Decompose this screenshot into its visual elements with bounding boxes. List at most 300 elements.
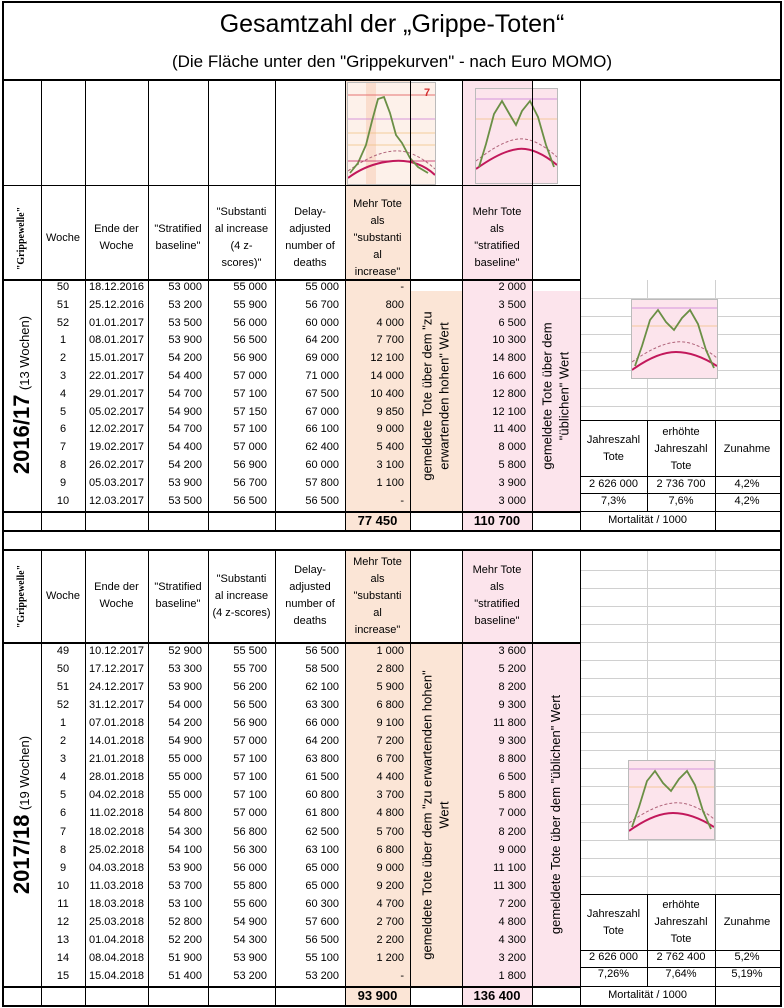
- table-cell-stratified: 54 700: [168, 387, 202, 400]
- table-cell-ende: 07.01.2018: [88, 717, 145, 730]
- border-line: [580, 80, 581, 530]
- table-cell-substantial: 55 500: [233, 645, 267, 657]
- chart-peak-label: 7: [424, 87, 431, 99]
- grippewelle-label: "Grippewelle": [16, 564, 28, 628]
- border-line: [2, 511, 580, 513]
- table-cell-delay: 57 800: [305, 476, 339, 489]
- table-cell-substantial: 57 000: [233, 807, 267, 820]
- table-cell-ende: 31.12.2017: [88, 699, 145, 712]
- table-cell-stratified: 54 000: [168, 699, 202, 712]
- table-cell-delay: 64 200: [305, 334, 339, 347]
- stats1-p1: 7,3%: [600, 495, 627, 507]
- stats2-p2: 7,64%: [665, 968, 697, 980]
- total-strat-1: 110 700: [473, 513, 521, 528]
- table-cell-ende: 01.04.2018: [88, 933, 145, 946]
- table-cell-substantial: 56 200: [233, 681, 267, 694]
- table-cell-stratified: 51 400: [168, 969, 202, 982]
- table-cell-woche: 15: [56, 969, 70, 982]
- chart-thumbnail-stratified: [475, 88, 558, 184]
- table-cell-ende: 08.04.2018: [88, 951, 145, 964]
- border-line: [2, 1, 782, 3]
- border-line: [580, 950, 780, 951]
- table-cell-stratified: 53 100: [168, 897, 202, 910]
- table-cell-woche: 49: [56, 645, 70, 657]
- stats2-v1: 2 626 000: [589, 951, 638, 963]
- table-cell-ende: 17.12.2017: [88, 663, 145, 676]
- table-cell-delay: 60 800: [305, 789, 339, 802]
- table-cell-stratified: 55 000: [168, 753, 202, 766]
- border-line: [2, 1005, 782, 1007]
- table-cell-substantial: 55 700: [233, 663, 267, 676]
- table-cell-stratified: 53 200: [168, 298, 202, 311]
- stats1-p2: 7,6%: [668, 495, 694, 507]
- table-cell-substantial: 57 100: [233, 789, 267, 802]
- stats1-v1: 2 626 000: [589, 478, 638, 490]
- stats1-p3: 4,2%: [734, 495, 760, 507]
- table-cell-mehr-sub: 7 700: [376, 334, 404, 347]
- table-cell-substantial: 55 600: [233, 897, 267, 910]
- border-line: [647, 894, 648, 986]
- border-line: [780, 1, 782, 1007]
- table-cell-stratified: 54 800: [168, 807, 202, 820]
- stats2-v2: 2 762 400: [656, 951, 706, 963]
- table-cell-woche: 4: [59, 771, 67, 784]
- table-cell-delay: 62 100: [305, 681, 339, 694]
- table-cell-mehr-sub: 4 700: [376, 897, 404, 910]
- table-cell-woche: 7: [59, 825, 67, 838]
- table-cell-stratified: 53 500: [168, 316, 202, 329]
- vtext-line: Wert: [437, 800, 452, 829]
- table-cell-woche: 8: [59, 459, 67, 471]
- border-line: [462, 549, 463, 1006]
- border-line: [2, 642, 580, 644]
- table-cell-mehr-strat: 2 000: [498, 281, 526, 293]
- border-line: [580, 420, 780, 421]
- table-cell-ende: 14.01.2018: [88, 735, 145, 748]
- table-cell-substantial: 54 300: [233, 933, 267, 946]
- header-substantial-1: "Substanti al increase (4 z-scores)": [214, 206, 269, 269]
- grid-line: [580, 588, 780, 589]
- header-mehr-sub-2: Mehr Tote als "substanti al increase": [353, 555, 402, 636]
- border-line: [532, 549, 533, 1006]
- table-cell-substantial: 56 900: [233, 352, 267, 365]
- table-cell-stratified: 54 300: [168, 825, 202, 838]
- table-cell-mehr-strat: 9 300: [498, 735, 526, 748]
- border-line: [345, 549, 346, 1006]
- header-woche-2: Woche: [45, 589, 81, 602]
- vtext-line: gemeldete Tote über dem "zu: [420, 310, 435, 481]
- table-cell-mehr-strat: 7 200: [498, 897, 526, 910]
- table-cell-mehr-sub: 3 100: [376, 459, 404, 471]
- table-cell-delay: 56 700: [305, 298, 339, 311]
- table-cell-mehr-strat: 3 500: [498, 298, 526, 311]
- table-cell-substantial: 57 100: [233, 771, 267, 784]
- table-cell-substantial: 57 100: [233, 387, 267, 400]
- table-cell-mehr-sub: 9 100: [376, 717, 404, 730]
- stats1-v3: 4,2%: [734, 478, 760, 490]
- table-cell-mehr-sub: 4 000: [376, 316, 404, 329]
- table-cell-stratified: 54 200: [168, 352, 202, 365]
- table-cell-ende: 12.02.2017: [88, 423, 145, 436]
- table-cell-mehr-sub: 12 100: [370, 352, 404, 365]
- table-cell-woche: 6: [59, 423, 67, 436]
- table-cell-stratified: 53 900: [168, 334, 202, 347]
- table-cell-delay: 58 500: [305, 663, 339, 676]
- table-cell-stratified: 54 900: [168, 735, 202, 748]
- table-cell-ende: 18.02.2018: [88, 825, 145, 838]
- table-cell-mehr-strat: 12 100: [492, 405, 526, 418]
- border-line: [41, 549, 42, 1006]
- table-cell-mehr-strat: 10 300: [492, 334, 526, 347]
- table-cell-mehr-strat: 11 300: [493, 879, 526, 892]
- table-cell-delay: 56 500: [305, 933, 339, 946]
- table-cell-substantial: 56 000: [233, 316, 267, 329]
- table-cell-delay: 53 200: [305, 969, 339, 982]
- table-cell-mehr-strat: 5 800: [498, 459, 526, 471]
- table-cell-delay: 62 500: [305, 825, 339, 838]
- table-cell-mehr-strat: 12 800: [492, 387, 526, 400]
- table-cell-ende: 15.04.2018: [88, 969, 145, 982]
- table-cell-ende: 29.01.2017: [88, 387, 145, 400]
- vtext-line: gemeldete Tote über dem: [540, 321, 556, 470]
- table-cell-delay: 69 000: [305, 352, 339, 365]
- table-cell-delay: 66 100: [305, 423, 339, 436]
- grid-line: [580, 606, 780, 607]
- border-line: [580, 493, 780, 494]
- table-cell-ende: 10.12.2017: [88, 645, 145, 657]
- table-cell-mehr-strat: 8 200: [498, 825, 526, 838]
- table-cell-ende: 05.02.2017: [88, 405, 145, 418]
- table-cell-mehr-sub: 2 700: [376, 915, 404, 928]
- table-cell-mehr-strat: 7 000: [498, 807, 526, 820]
- table-cell-mehr-strat: 3 900: [498, 476, 526, 489]
- grid-line: [580, 642, 780, 643]
- table-cell-stratified: 54 900: [168, 405, 202, 418]
- table-cell-mehr-sub: 2 200: [376, 933, 404, 946]
- table-cell-woche: 1: [59, 334, 67, 347]
- vtext-strat-2: [532, 643, 580, 986]
- season-label-text: 2016/17 (13 Wochen): [9, 315, 35, 475]
- stats2-header-jahreszahl: Jahreszahl Tote: [586, 907, 641, 937]
- table-cell-substantial: 57 000: [233, 370, 267, 382]
- border-line: [208, 549, 209, 1006]
- border-line: [275, 80, 276, 530]
- table-cell-substantial: 56 000: [233, 861, 267, 874]
- table-cell-substantial: 54 900: [233, 915, 267, 928]
- grid-line: [580, 678, 780, 679]
- grid-line: [647, 550, 648, 895]
- header-stratified-1: "Stratified baseline": [154, 223, 202, 252]
- border-line: [2, 79, 782, 81]
- table-cell-delay: 61 500: [305, 771, 339, 784]
- border-line: [2, 1, 4, 1007]
- table-cell-delay: 60 000: [305, 459, 339, 471]
- table-cell-woche: 52: [56, 316, 70, 329]
- table-cell-woche: 50: [56, 281, 70, 293]
- table-cell-delay: 63 800: [305, 753, 339, 766]
- table-cell-mehr-sub: 2 800: [376, 663, 404, 676]
- table-cell-mehr-sub: 7 200: [376, 735, 404, 748]
- table-cell-woche: 2: [59, 352, 67, 365]
- table-cell-ende: 26.02.2017: [88, 459, 145, 471]
- table-cell-mehr-sub: 1 100: [376, 476, 404, 489]
- table-cell-mehr-sub: 1 000: [376, 645, 404, 657]
- border-line: [647, 420, 648, 511]
- table-cell-woche: 1: [59, 717, 67, 730]
- table-cell-mehr-strat: 1 800: [498, 969, 526, 982]
- table-cell-ende: 25.03.2018: [88, 915, 145, 928]
- stats1-header-erhoeht: erhöhte Jahreszahl Tote: [654, 425, 708, 472]
- border-line: [410, 549, 411, 1006]
- table-cell-ende: 25.12.2016: [88, 298, 145, 311]
- border-line: [85, 80, 86, 530]
- border-line: [580, 511, 780, 512]
- table-cell-substantial: 55 800: [233, 879, 267, 892]
- table-cell-substantial: 57 100: [233, 753, 267, 766]
- table-cell-substantial: 55 000: [233, 281, 267, 293]
- table-cell-woche: 51: [56, 681, 70, 694]
- table-cell-stratified: 54 100: [168, 843, 202, 856]
- border-line: [410, 80, 411, 530]
- border-line: [148, 549, 149, 1006]
- grid-line: [580, 858, 780, 859]
- table-cell-ende: 25.02.2018: [88, 843, 145, 856]
- table-cell-mehr-strat: 4 300: [498, 933, 526, 946]
- table-cell-stratified: 54 400: [168, 370, 202, 382]
- table-cell-woche: 51: [56, 298, 70, 311]
- table-cell-mehr-sub: -: [400, 494, 404, 507]
- table-cell-delay: 56 500: [305, 494, 339, 507]
- header-mehr-strat-2: Mehr Tote als "stratified baseline": [472, 564, 522, 627]
- table-cell-mehr-strat: 11 100: [493, 861, 526, 874]
- table-cell-substantial: 56 800: [233, 825, 267, 838]
- table-cell-substantial: 57 100: [233, 423, 267, 436]
- table-cell-mehr-sub: 6 700: [376, 753, 404, 766]
- border-line: [208, 80, 209, 530]
- table-cell-stratified: 54 200: [168, 459, 202, 471]
- table-cell-mehr-strat: 4 800: [498, 915, 526, 928]
- table-cell-woche: 52: [56, 699, 70, 712]
- border-line: [715, 420, 716, 530]
- table-cell-stratified: 53 700: [168, 879, 202, 892]
- table-cell-substantial: 56 500: [233, 699, 267, 712]
- table-cell-stratified: 52 900: [168, 645, 202, 657]
- table-cell-delay: 71 000: [305, 370, 339, 382]
- grid-line: [580, 624, 780, 625]
- table-cell-woche: 6: [59, 807, 67, 820]
- table-cell-mehr-strat: 6 500: [498, 771, 526, 784]
- table-cell-delay: 67 000: [305, 405, 339, 418]
- table-cell-mehr-sub: 5 700: [376, 825, 404, 838]
- border-line: [580, 894, 780, 895]
- table-cell-mehr-strat: 16 600: [492, 370, 526, 382]
- vtext-line: erwartenden hohen" Wert: [437, 321, 452, 470]
- border-line: [580, 986, 780, 987]
- table-cell-woche: 3: [59, 753, 67, 766]
- table-cell-ende: 21.01.2018: [88, 753, 145, 766]
- table-cell-woche: 2: [59, 735, 67, 748]
- table-cell-substantial: 56 900: [233, 717, 267, 730]
- grippewelle-header-2: [3, 550, 41, 642]
- table-cell-substantial: 57 000: [233, 441, 267, 454]
- table-cell-stratified: 52 800: [168, 915, 202, 928]
- table-cell-stratified: 55 000: [168, 771, 202, 784]
- table-cell-mehr-sub: 14 000: [370, 370, 404, 382]
- table-cell-mehr-sub: 9 000: [376, 423, 404, 436]
- border-line: [2, 279, 580, 281]
- table-cell-stratified: 53 900: [168, 681, 202, 694]
- table-cell-ende: 28.01.2018: [88, 771, 145, 784]
- border-line: [2, 549, 782, 551]
- header-mehr-strat-1: Mehr Tote als "stratified baseline": [472, 206, 522, 269]
- border-line: [41, 80, 42, 530]
- grid-line: [580, 714, 780, 715]
- table-cell-substantial: 53 200: [233, 969, 267, 982]
- table-cell-mehr-strat: 11 400: [493, 423, 526, 436]
- table-cell-stratified: 53 900: [168, 861, 202, 874]
- table-cell-ende: 04.02.2018: [88, 789, 145, 802]
- table-cell-mehr-sub: 5 400: [376, 441, 404, 454]
- table-cell-substantial: 57 150: [233, 405, 267, 418]
- table-cell-mehr-sub: 3 700: [376, 789, 404, 802]
- stats2-mortality: Mortalität / 1000: [608, 989, 687, 1001]
- table-cell-mehr-sub: -: [400, 281, 404, 293]
- table-cell-delay: 55 000: [305, 281, 339, 293]
- total-strat-2: 136 400: [473, 988, 521, 1003]
- table-cell-delay: 57 600: [305, 915, 339, 928]
- table-cell-mehr-sub: 10 400: [370, 387, 404, 400]
- stats1-mortality: Mortalität / 1000: [608, 514, 687, 526]
- grid-line: [580, 696, 780, 697]
- stats2-p1: 7,26%: [597, 968, 630, 980]
- total-sub-2: 93 900: [357, 988, 398, 1003]
- border-line: [715, 894, 716, 1006]
- table-cell-delay: 62 400: [305, 441, 339, 454]
- table-cell-mehr-sub: 9 850: [376, 405, 404, 418]
- table-cell-mehr-sub: 9 000: [376, 861, 404, 874]
- header-woche-1: Woche: [45, 231, 81, 244]
- table-cell-stratified: 52 200: [168, 933, 202, 946]
- vtext-line: "üblichen" Wert: [557, 351, 573, 440]
- table-cell-substantial: 55 900: [233, 298, 267, 311]
- border-line: [580, 967, 780, 968]
- table-cell-stratified: 53 000: [168, 281, 202, 293]
- table-cell-ende: 04.03.2018: [88, 861, 145, 874]
- table-cell-mehr-sub: 800: [385, 298, 404, 311]
- table-cell-woche: 5: [59, 789, 67, 802]
- table-cell-delay: 60 000: [305, 316, 339, 329]
- table-cell-delay: 65 000: [305, 861, 339, 874]
- table-cell-mehr-strat: 14 800: [492, 352, 526, 365]
- season-label-1: [3, 279, 41, 511]
- table-cell-woche: 10: [56, 879, 70, 892]
- border-line: [2, 185, 580, 186]
- table-cell-ende: 11.03.2018: [89, 879, 144, 892]
- table-cell-mehr-strat: 8 200: [498, 681, 526, 694]
- border-line: [532, 80, 533, 530]
- table-cell-mehr-strat: 11 800: [493, 717, 526, 730]
- table-cell-stratified: 51 900: [168, 951, 202, 964]
- table-cell-stratified: 54 700: [168, 423, 202, 436]
- table-cell-delay: 63 100: [305, 843, 339, 856]
- vtext-strat-1: [532, 280, 580, 511]
- table-cell-ende: 01.01.2017: [88, 316, 145, 329]
- border-line: [2, 986, 580, 988]
- page-title: Gesamtzahl der „Grippe-Toten“: [219, 10, 565, 38]
- table-cell-ende: 18.03.2018: [88, 897, 145, 910]
- table-cell-ende: 22.01.2017: [88, 370, 145, 382]
- table-cell-mehr-sub: 4 400: [376, 771, 404, 784]
- chart-thumbnail-substantial: [347, 82, 436, 185]
- stats1-header-jahreszahl: Jahreszahl Tote: [586, 434, 641, 463]
- table-cell-substantial: 56 300: [233, 843, 267, 856]
- table-cell-ende: 11.02.2018: [89, 807, 144, 820]
- season-label-text: 2017/18 (19 Wochen): [9, 735, 35, 894]
- table-cell-woche: 11: [57, 897, 69, 910]
- page-subtitle: (Die Fläche unter den "Grippekurven" - nach Euro MOMO): [171, 52, 613, 71]
- border-line: [85, 549, 86, 1006]
- table-cell-delay: 55 100: [305, 951, 339, 964]
- total-sub-1: 77 450: [357, 513, 398, 528]
- table-cell-woche: 7: [59, 441, 67, 454]
- stats2-p3: 5,19%: [731, 968, 763, 980]
- border-line: [2, 530, 782, 532]
- table-cell-mehr-strat: 3 000: [498, 494, 526, 507]
- table-cell-delay: 66 000: [305, 717, 339, 730]
- grid-line: [580, 750, 780, 751]
- table-cell-delay: 56 500: [305, 645, 339, 657]
- table-cell-mehr-sub: 1 200: [376, 951, 404, 964]
- table-cell-mehr-strat: 6 500: [498, 316, 526, 329]
- table-cell-mehr-strat: 9 300: [498, 699, 526, 712]
- table-cell-delay: 61 800: [305, 807, 339, 820]
- vtext-sub-1: [410, 280, 462, 511]
- grid-line: [580, 406, 780, 407]
- table-cell-stratified: 55 000: [168, 789, 202, 802]
- stats1-v2: 2 736 700: [656, 478, 706, 490]
- border-line: [580, 476, 780, 477]
- grippewelle-label: "Grippewelle": [16, 206, 28, 270]
- table-cell-ende: 15.01.2017: [88, 352, 145, 365]
- chart-thumbnail-season1: [631, 299, 718, 379]
- table-cell-woche: 50: [56, 663, 70, 676]
- header-delay-2: Delay-adjusted number of deaths: [285, 564, 335, 627]
- border-line: [275, 549, 276, 1006]
- table-cell-substantial: 56 900: [233, 459, 267, 471]
- vtext-line: gemeldete Tote über dem "zu erwartenden hohen": [420, 669, 435, 960]
- table-cell-woche: 8: [59, 843, 67, 856]
- header-mehr-sub-1: Mehr Tote als "substanti al increase": [353, 197, 402, 278]
- table-cell-mehr-sub: 9 200: [376, 879, 404, 892]
- table-cell-delay: 64 200: [305, 735, 339, 748]
- border-line: [462, 80, 463, 530]
- header-substantial-2: "Substanti al increase (4 z-scores): [212, 572, 271, 619]
- table-cell-substantial: 56 500: [233, 334, 267, 347]
- table-cell-stratified: 53 900: [168, 476, 202, 489]
- table-cell-woche: 10: [56, 494, 70, 507]
- table-cell-substantial: 57 000: [233, 735, 267, 748]
- table-cell-delay: 65 000: [305, 879, 339, 892]
- table-cell-woche: 9: [59, 476, 67, 489]
- table-cell-substantial: 56 700: [233, 476, 267, 489]
- table-cell-mehr-sub: 5 900: [376, 681, 404, 694]
- vtext-line: gemeldete Tote über dem "üblichen" Wert: [548, 694, 564, 935]
- table-cell-mehr-sub: 6 800: [376, 843, 404, 856]
- stats2-v3: 5,2%: [734, 951, 760, 963]
- header-ende-2: Ende der Woche: [94, 581, 139, 610]
- border-line: [580, 549, 581, 1006]
- table-cell-mehr-strat: 5 800: [498, 789, 526, 802]
